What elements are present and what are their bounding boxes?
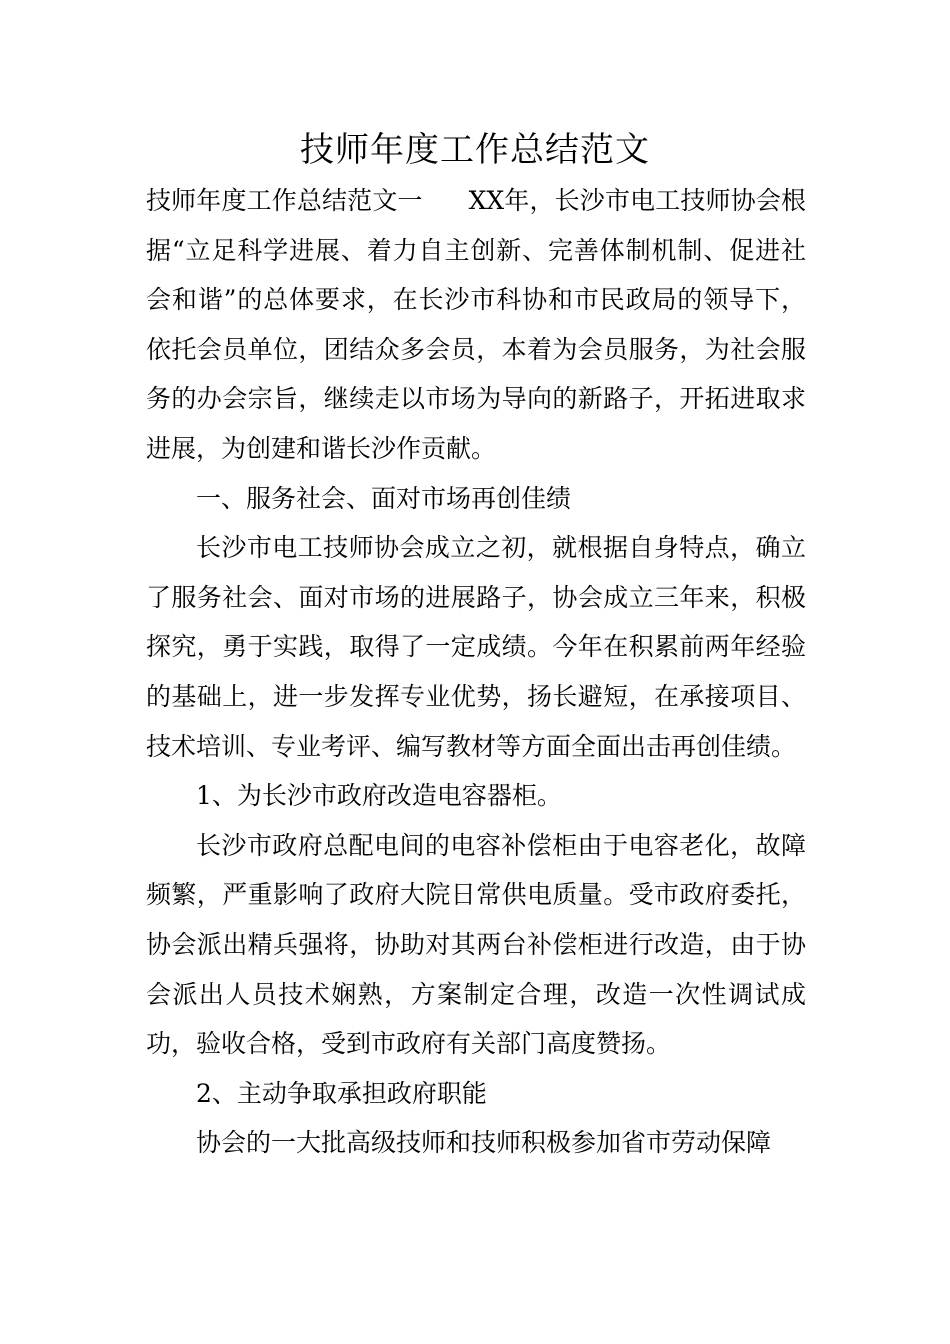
body-paragraph: 长沙市电工技师协会成立之初，就根据自身特点，确立了服务社会、面对市场的进展路子，协会成立三年来，积极探究，勇于实践，取得了一定成绩。今年在积累前两年经验的基础上，进一步发挥专业优势，扬长避短，在承接项目、技术培训、专业考评、编写教材等方面全面出击再创佳绩。 — [146, 533, 806, 761]
intro-text: XX年，长沙市电工技师协会根据“立足科学进展、着力自主创新、完善体制机制、促进社会和谐”的总体要求，在长沙市科协和市民政局的领导下，依托会员单位，团结众多会员，本着为会员服务，为社会服务的办会宗旨，继续走以市场为导向的新路子，开拓进取求进展，为创建和谐长沙作贡献。 — [146, 186, 806, 463]
intro-label: 技师年度工作总结范文一 — [146, 186, 423, 215]
section-heading: 一、服务社会、面对市场再创佳绩 — [196, 483, 572, 513]
subsection-heading: 2、主动争取承担政府职能 — [196, 1078, 487, 1108]
subsection-heading: 1、为长沙市政府改造电容器柜。 — [196, 781, 562, 811]
body-paragraph: 长沙市政府总配电间的电容补偿柜由于电容老化，故障频繁，严重影响了政府大院日常供电质量。受市政府委托，协会派出精兵强将，协助对其两台补偿柜进行改造，由于协会派出人员技术娴熟，方案制定合理，改造一次性调试成功，验收合格，受到市政府有关部门高度赞扬。 — [146, 830, 806, 1059]
document-title: 技师年度工作总结范文 — [300, 130, 650, 170]
intro-paragraph — [146, 176, 806, 474]
document-body — [146, 176, 806, 1168]
body-paragraph: 协会的一大批高级技师和技师积极参加省市劳动保障 — [196, 1128, 772, 1158]
